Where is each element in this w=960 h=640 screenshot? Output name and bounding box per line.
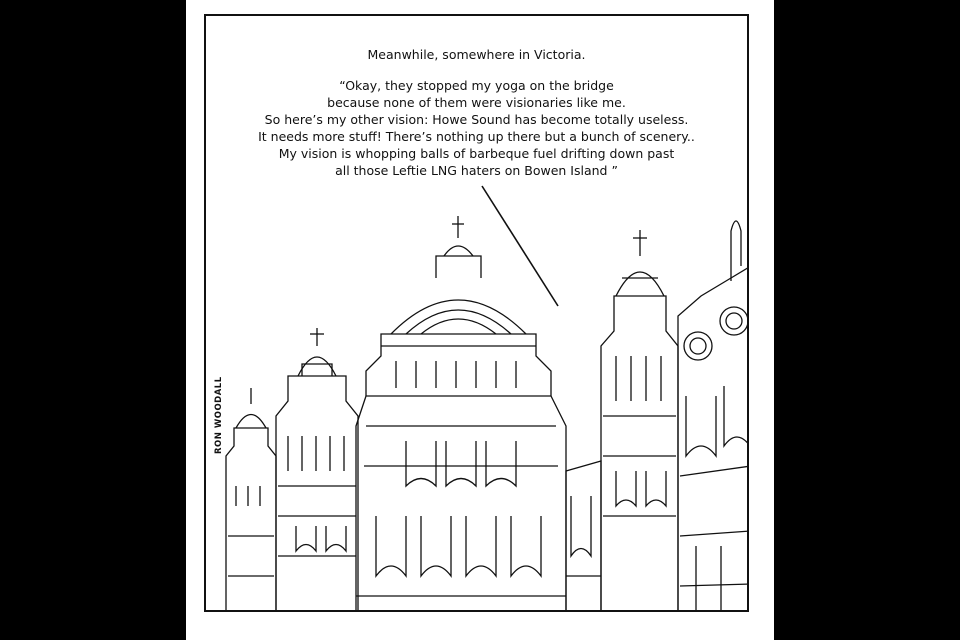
speech-line: It needs more stuff! There’s nothing up there but a bunch of scenery.. — [258, 129, 695, 144]
speech-line: all those Leftie LNG haters on Bowen Island ” — [335, 163, 618, 178]
speech-pointer — [482, 186, 558, 306]
central-block — [356, 396, 566, 612]
scene-caption: Meanwhile, somewhere in Victoria. — [367, 47, 586, 62]
speech-line: So here’s my other vision: Howe Sound has become totally useless. — [264, 112, 689, 127]
caption-gap — [206, 63, 747, 77]
central-dome — [366, 216, 551, 396]
caption-block — [206, 46, 747, 179]
right-ornate-facade — [678, 221, 749, 612]
cartoon-page — [186, 0, 774, 640]
right-dome-tower — [601, 230, 678, 612]
left-dome-tower — [276, 328, 358, 612]
cartoon-panel — [204, 14, 749, 612]
artist-signature: RON WOODALL — [214, 376, 224, 454]
speech-line: My vision is whopping balls of barbeque fuel drifting down past — [278, 146, 675, 161]
right-wing — [566, 461, 601, 612]
left-small-tower — [226, 388, 276, 612]
speech-line: “Okay, they stopped my yoga on the bridge — [339, 78, 614, 93]
speech-line: because none of them were visionaries like me. — [327, 95, 626, 110]
